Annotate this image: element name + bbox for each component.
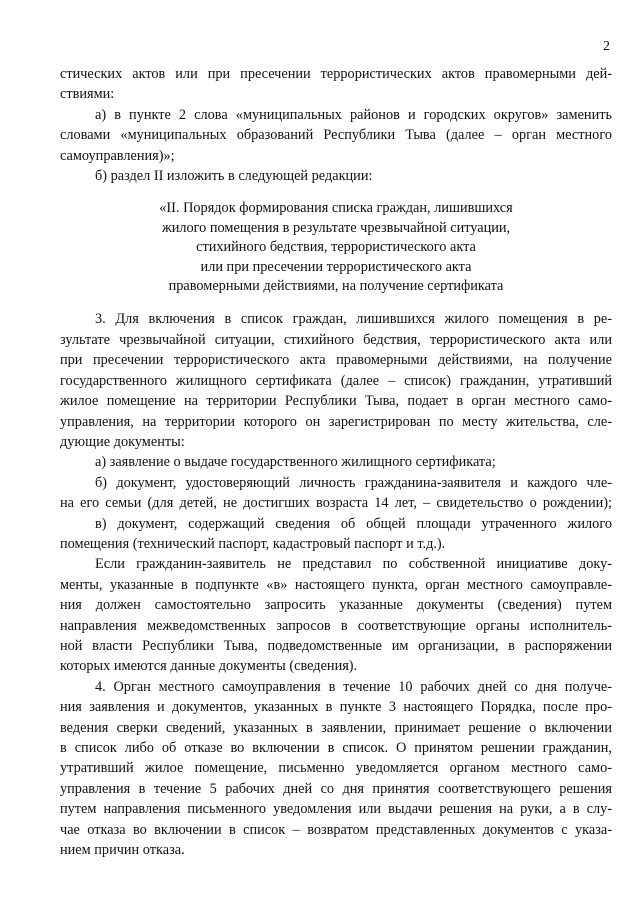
text-line: ния заявления и документов, указанных в пункте 3 настоящего Порядка, после про-	[60, 699, 612, 716]
text-line: ния должен самостоятельно запросить указанные документы (сведения) путем	[60, 597, 612, 614]
text-line: помещения (технический паспорт, кадастровый паспорт и т.д.).	[60, 535, 446, 552]
paragraph-3-note	[60, 554, 612, 676]
text-line: управления, на территории которого он зарегистрирован по месту жительства, сле-	[60, 413, 612, 430]
text-line: б) раздел II изложить в следующей редакции:	[95, 168, 373, 185]
heading-line: «II. Порядок формирования списка граждан, лишившихся	[159, 200, 513, 217]
item-b-paragraph	[60, 166, 612, 186]
text-line: нием причин отказа.	[60, 842, 185, 859]
text-line: которых имеются данные документы (сведения).	[60, 658, 358, 675]
heading-line: или при пресечении террористического акта	[200, 258, 472, 275]
intro-paragraph	[60, 64, 612, 105]
text-line: стических актов или при пресечении террористических актов правомерными дей-	[60, 66, 612, 82]
heading-line: жилого помещения в результате чрезвычайной ситуации,	[161, 219, 511, 236]
paragraph-3b	[60, 473, 612, 514]
text-line: утративший жилое помещение, письменно уведомляется органом местного само-	[60, 760, 612, 777]
text-line: ведения сверки сведений, указанных в заявлении, принимает решение о включении	[60, 719, 612, 736]
text-line: 3. Для включения в список граждан, лишившихся жилого помещения в ре-	[95, 311, 612, 328]
page-number: 2	[603, 39, 610, 54]
text-line: 4. Орган местного самоуправления в течение 10 рабочих дней со дня получе-	[95, 678, 612, 695]
heading-line: стихийного бедствия, террористического акта	[196, 239, 476, 256]
section-heading	[60, 199, 612, 296]
text-line: государственного жилищного сертификата (далее – список) гражданин, утративший	[60, 372, 612, 389]
text-line: менты, указанные в подпункте «в» настоящего пункта, орган местного самоуправле-	[60, 576, 612, 593]
text-line: дующие документы:	[60, 433, 185, 450]
paragraph-4	[60, 677, 612, 861]
text-line: самоуправления)»;	[60, 147, 175, 164]
text-line: чае отказа во включении в список – возвратом представленных документов с указа-	[60, 821, 612, 838]
text-line: ствиями:	[60, 86, 115, 103]
paragraph-3v	[60, 514, 612, 555]
item-a-paragraph	[60, 105, 612, 166]
document-body	[60, 64, 612, 860]
text-line: зультате чрезвычайной ситуации, стихийного бедствия, террористического акта или	[60, 331, 612, 348]
text-line: путем направления письменного уведомления или выдачи решения на руки, а в слу-	[60, 801, 612, 818]
text-line: на его семьи (для детей, не достигших возраста 14 лет, – свидетельство о рождении);	[60, 495, 612, 512]
paragraph-3a	[60, 452, 612, 472]
text-line: в) документ, содержащий сведения об общей площади утраченного жилого	[95, 515, 612, 532]
paragraph-3	[60, 309, 612, 452]
text-line: словами «муниципальных образований Республики Тыва (далее – орган местного	[60, 127, 612, 144]
text-line: в список либо об отказе во включении в список. О принятом решении гражданин,	[60, 740, 612, 756]
text-line: направления межведомственных запросов в соответствующие органы исполнитель-	[60, 617, 612, 634]
text-line: жилое помещение на территории Республики Тыва, подает в орган местного само-	[60, 393, 612, 410]
text-line: управления в течение 5 рабочих дней со дня принятия соответствующего решения	[60, 780, 612, 797]
text-line: б) документ, удостоверяющий личность гражданина-заявителя и каждого чле-	[95, 474, 612, 491]
text-line: а) в пункте 2 слова «муниципальных районов и городских округов» заменить	[95, 106, 612, 123]
text-line: а) заявление о выдаче государственного жилищного сертификата;	[95, 454, 496, 471]
text-line: Если гражданин-заявитель не представил по собственной инициативе доку-	[95, 556, 612, 573]
text-line: при пресечении террористического акта правомерными действиями, на получение	[60, 352, 612, 369]
text-line: ной власти Республики Тыва, подведомственные им организации, в распоряжении	[60, 637, 612, 654]
heading-line: правомерными действиями, на получение сертификата	[168, 278, 504, 295]
